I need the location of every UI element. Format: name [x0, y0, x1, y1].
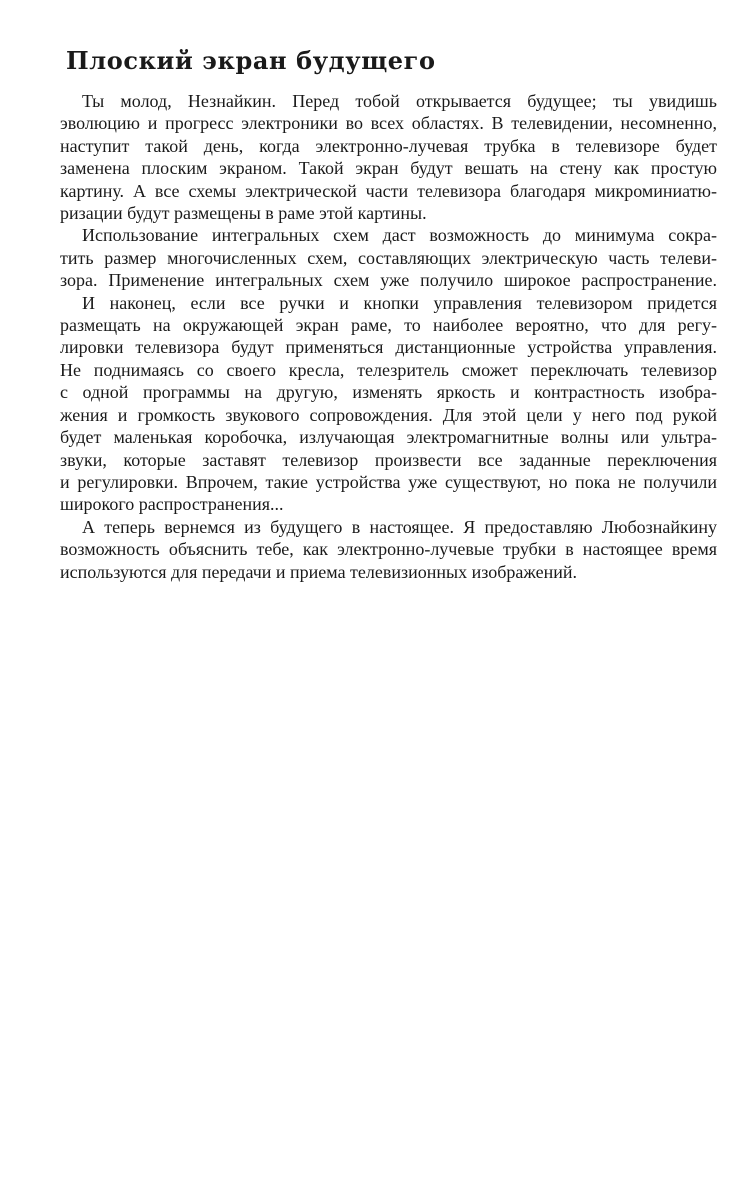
text-line: и регулировки. Впрочем, такие устройства уже существуют, но пока не получили — [60, 471, 717, 492]
paragraph-3 — [60, 292, 717, 516]
text-line: используются для передачи и приема телевизионных изображений. — [60, 561, 577, 582]
text-line: А теперь вернемся из будущего в настоящее. Я предоставляю Любознайкину — [82, 516, 717, 537]
text-line: наступит такой день, когда электронно-лучевая трубка в телевизоре будет — [60, 135, 717, 156]
section-title: Плоский экран будущего — [66, 46, 436, 75]
paragraph-1 — [60, 90, 717, 224]
text-line: зора. Применение интегральных схем уже получило широкое распространение. — [60, 270, 717, 291]
text-line: ризации будут размещены в раме этой картины. — [60, 203, 427, 224]
text-line: широкого распространения... — [60, 494, 284, 515]
text-line: Ты молод, Незнайкин. Перед тобой открывается будущее; ты увидишь — [82, 91, 717, 111]
text-body — [60, 90, 717, 583]
text-line: И наконец, если все ручки и кнопки управления телевизором придется — [82, 292, 717, 313]
text-line: Не поднимаясь со своего кресла, телезритель сможет переключать телевизор — [60, 359, 717, 380]
text-line: эволюцию и прогресс электроники во всех областях. В телевидении, несомненно, — [60, 113, 717, 134]
text-line: звуки, которые заставят телевизор произвести все заданные переключения — [60, 449, 717, 470]
text-line: жения и громкость звукового сопровождения. Для этой цели у него под рукой — [60, 404, 717, 425]
text-line: будет маленькая коробочка, излучающая электромагнитные волны или ультра- — [60, 427, 717, 448]
text-line: возможность объяснить тебе, как электронно-лучевые трубки в настоящее время — [60, 539, 717, 560]
text-line: заменена плоским экраном. Такой экран будут вешать на стену как простую — [60, 158, 717, 179]
text-line: с одной программы на другую, изменять яркость и контрастность изобра- — [60, 382, 717, 403]
text-line: тить размер многочисленных схем, составляющих электрическую часть телеви- — [60, 247, 717, 268]
text-line: картину. А все схемы электрической части телевизора благодаря микроминиатю- — [60, 180, 717, 201]
paragraph-2 — [60, 224, 717, 291]
text-line: лировки телевизора будут применяться дистанционные устройства управления. — [60, 337, 717, 358]
paragraph-4 — [60, 516, 717, 583]
text-line: размещать на окружающей экран раме, то наиболее вероятно, что для регу- — [60, 315, 717, 336]
text-line: Использование интегральных схем даст возможность до минимума сокра- — [82, 225, 717, 246]
